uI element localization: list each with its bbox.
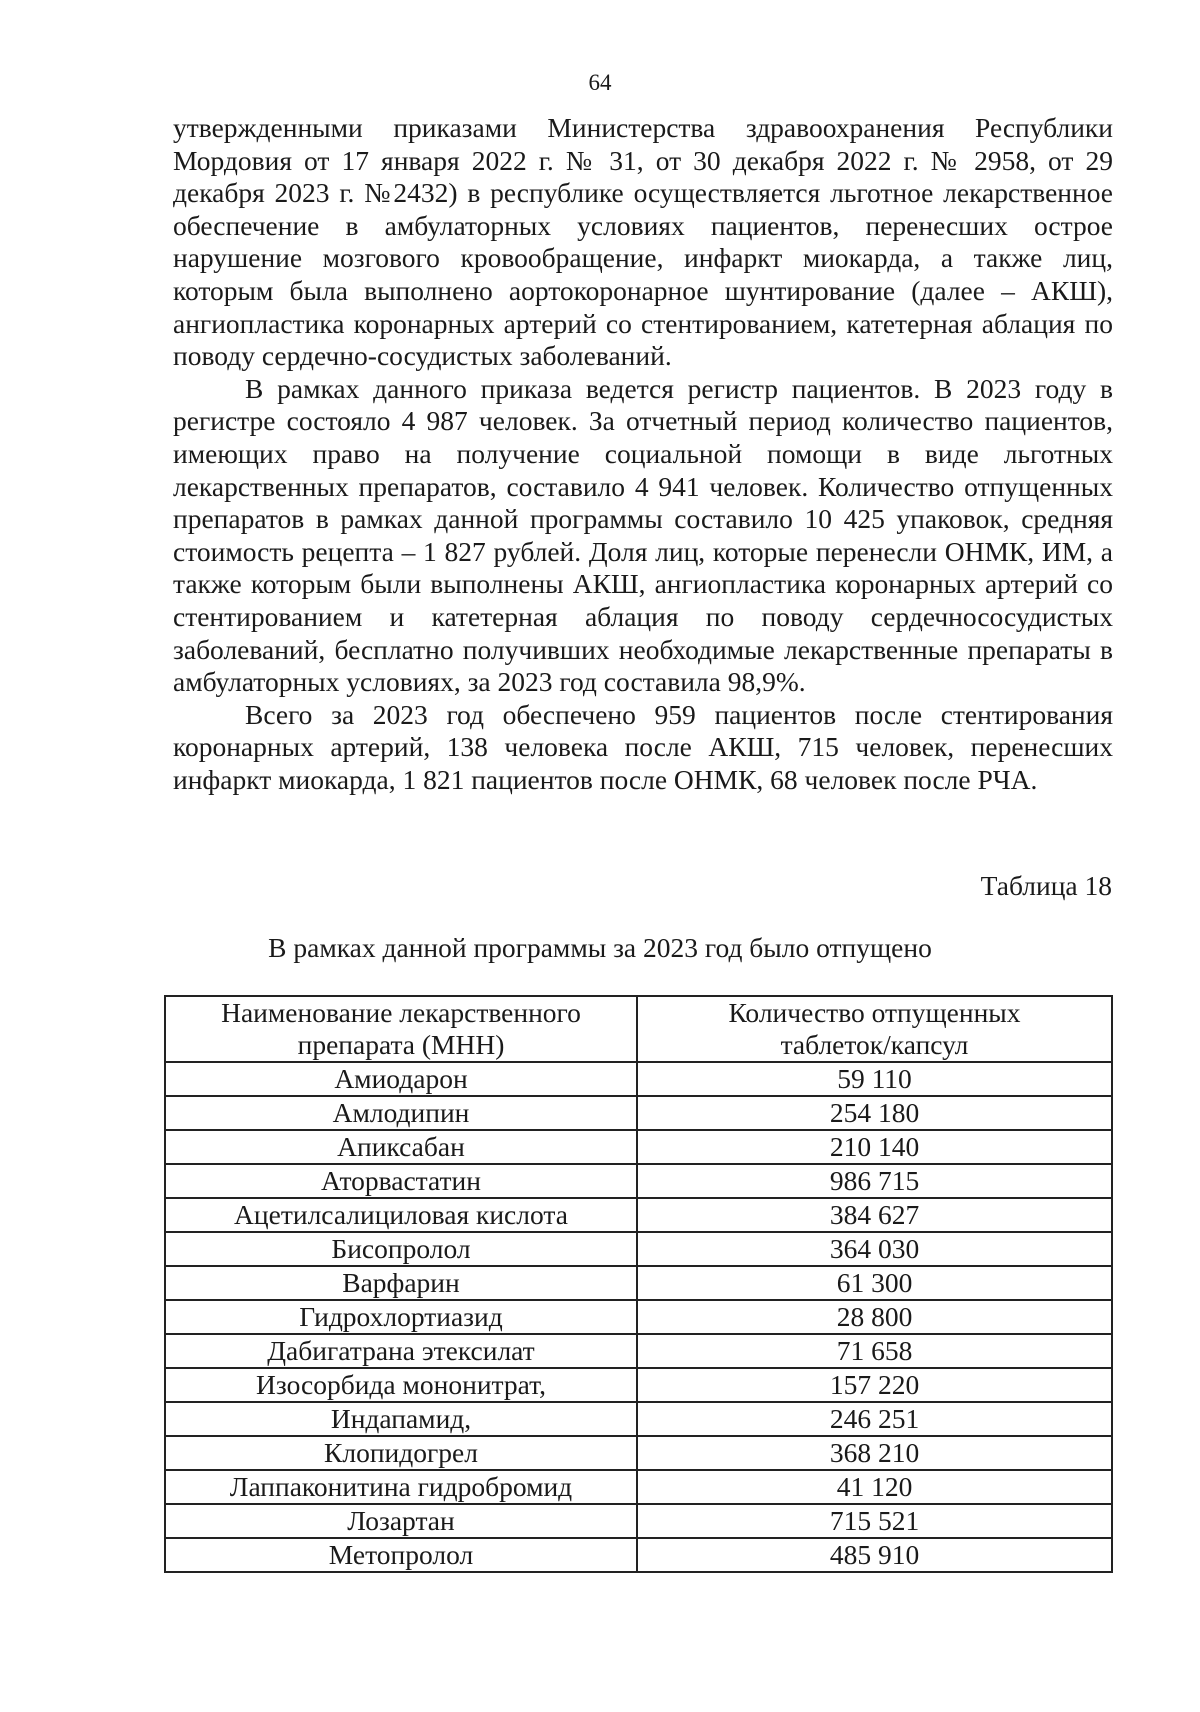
table-row (165, 1062, 1112, 1096)
table-row (165, 1402, 1112, 1436)
drug-name: Амлодипин (165, 1096, 637, 1130)
drug-quantity: 61 300 (637, 1266, 1112, 1300)
drug-quantity: 246 251 (637, 1402, 1112, 1436)
page-number: 64 (588, 70, 612, 95)
table-label: Таблица 18 (980, 870, 1112, 901)
table-row (165, 1198, 1112, 1232)
table-row (165, 1436, 1112, 1470)
drug-quantity: 715 521 (637, 1504, 1112, 1538)
paragraph-1: утвержденными приказами Министерства здравоохранения Республики Мордовия от 17 января 2022 г. № 31, от 30 декабря 2022 г. № 2958, от 29 декабря 2023 г. №2432) в республике осуществляется льготное лекарственное обеспечение в амбулаторных условиях пациентов, перенесших острое нарушение мозгового кровообращение, инфаркт миокарда, а также лиц, которым была выполнено аортокоронарное шунтирование (далее – АКШ), ангиопластика коронарных артерий со стентированием, катетерная аблация по поводу сердечно-сосудистых заболеваний. (173, 112, 1113, 372)
table-row (165, 1232, 1112, 1266)
table-row (165, 1368, 1112, 1402)
table-caption: В рамках данной программы за 2023 год было отпущено (268, 932, 932, 963)
body-text (173, 112, 1113, 796)
drug-quantity: 254 180 (637, 1096, 1112, 1130)
drug-quantity: 364 030 (637, 1232, 1112, 1266)
table-header-row (165, 996, 1112, 1062)
header-quantity: Количество отпущенных таблеток/капсул (637, 996, 1112, 1062)
drug-quantity: 59 110 (637, 1062, 1112, 1096)
drug-quantity: 41 120 (637, 1470, 1112, 1504)
drug-quantity: 157 220 (637, 1368, 1112, 1402)
drug-quantity: 28 800 (637, 1300, 1112, 1334)
drug-name: Лаппаконитина гидробромид (165, 1470, 637, 1504)
drug-name: Апиксабан (165, 1130, 637, 1164)
drug-name: Ацетилсалициловая кислота (165, 1198, 637, 1232)
drug-name: Гидрохлортиазид (165, 1300, 637, 1334)
table-row (165, 1130, 1112, 1164)
table-row (165, 1164, 1112, 1198)
table-row (165, 1266, 1112, 1300)
drug-quantity: 485 910 (637, 1538, 1112, 1572)
paragraph-2: В рамках данного приказа ведется регистр пациентов. В 2023 году в регистре состояло 4 987 человек. За отчетный период количество пациентов, имеющих право на получение социальной помощи в виде льготных лекарственных препаратов, составило 4 941 человек. Количество отпущенных препаратов в рамках данной программы составило 10 425 упаковок, средняя стоимость рецепта – 1 827 рублей. Доля лиц, которые перенесли ОНМК, ИМ, а также которым были выполнены АКШ, ангиопластика коронарных артерий со стентированием и катетерная аблация по поводу сердечнососудистых заболеваний, бесплатно получивших необходимые лекарственные препараты в амбулаторных условиях, за 2023 год составила 98,9%. (173, 372, 1113, 698)
drug-name: Изосорбида мононитрат, (165, 1368, 637, 1402)
drug-quantity: 368 210 (637, 1436, 1112, 1470)
paragraph-3: Всего за 2023 год обеспечено 959 пациентов после стентирования коронарных артерий, 138 человека после АКШ, 715 человек, перенесших инфаркт миокарда, 1 821 пациентов после ОНМК, 68 человек после РЧА. (173, 698, 1113, 795)
drug-name: Амиодарон (165, 1062, 637, 1096)
drug-quantity: 384 627 (637, 1198, 1112, 1232)
drug-quantity: 986 715 (637, 1164, 1112, 1198)
table-row (165, 1504, 1112, 1538)
table-row (165, 1300, 1112, 1334)
header-drug-name: Наименование лекарственного препарата (МНН) (165, 996, 637, 1062)
table-row (165, 1538, 1112, 1572)
drug-name: Индапамид, (165, 1402, 637, 1436)
drug-name: Варфарин (165, 1266, 637, 1300)
drug-name: Аторвастатин (165, 1164, 637, 1198)
drug-name: Лозартан (165, 1504, 637, 1538)
drug-name: Бисопролол (165, 1232, 637, 1266)
drugs-table (164, 995, 1113, 1573)
table-row (165, 1334, 1112, 1368)
drug-quantity: 210 140 (637, 1130, 1112, 1164)
table-row (165, 1470, 1112, 1504)
drug-quantity: 71 658 (637, 1334, 1112, 1368)
drug-name: Клопидогрел (165, 1436, 637, 1470)
table-row (165, 1096, 1112, 1130)
drug-name: Метопролол (165, 1538, 637, 1572)
drug-name: Дабигатрана этексилат (165, 1334, 637, 1368)
